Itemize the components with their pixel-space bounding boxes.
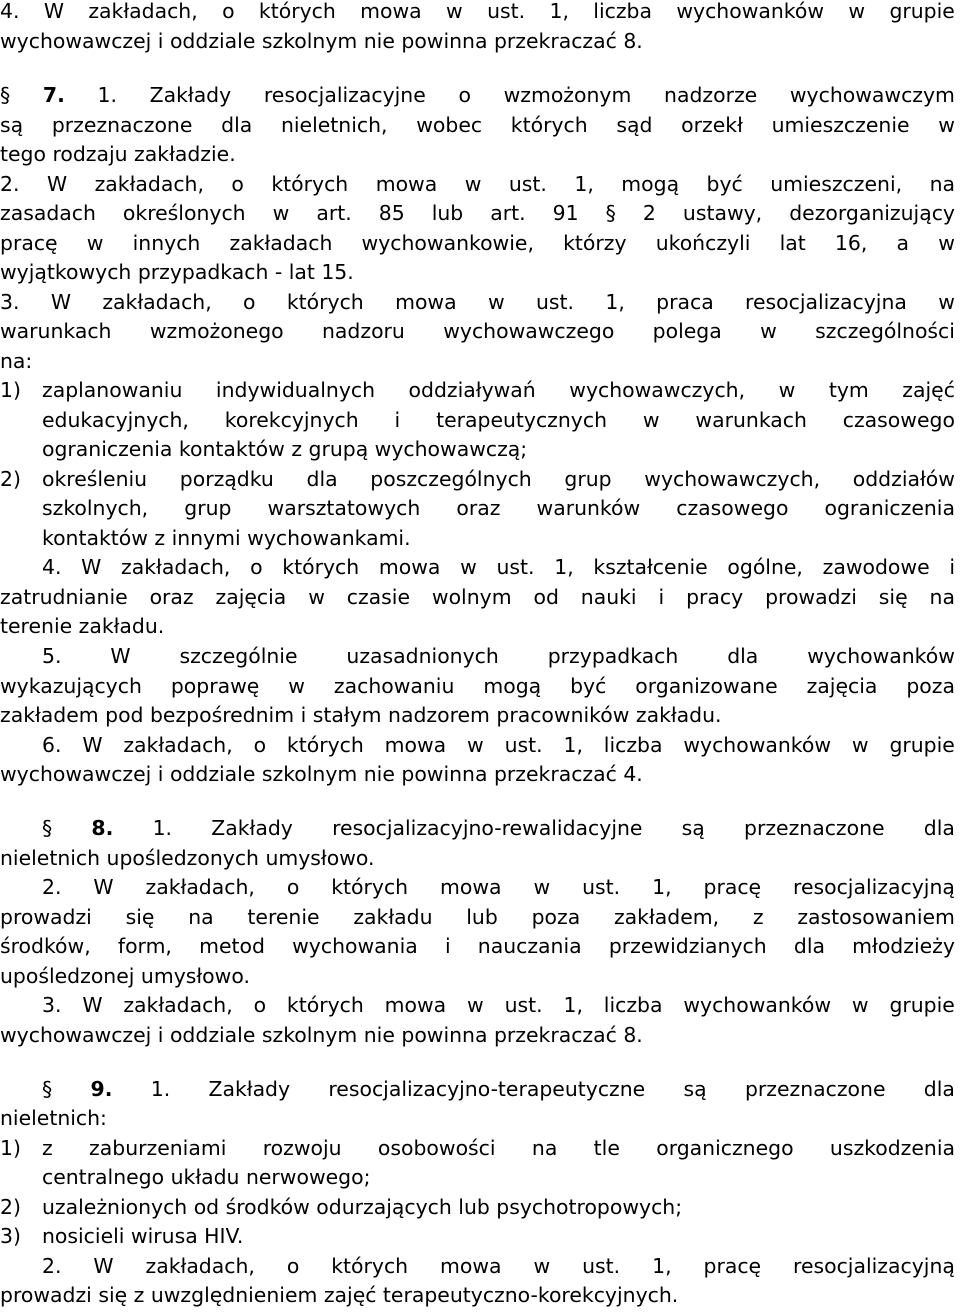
- word: przeznaczone: [51, 113, 193, 137]
- word: czasie: [346, 585, 411, 609]
- list-item-line: [42, 376, 955, 406]
- word: 85: [378, 201, 405, 225]
- word: o: [253, 733, 267, 757]
- word: metod: [199, 934, 265, 958]
- word: mowa: [440, 1254, 502, 1278]
- word: zawodowe: [822, 555, 930, 579]
- word: z: [752, 905, 764, 929]
- section-7-heading-line: [0, 81, 955, 111]
- word: których: [510, 113, 588, 137]
- word: określonych: [122, 201, 246, 225]
- word: dla: [923, 1077, 955, 1101]
- paragraph-line: [0, 932, 955, 962]
- word: W: [93, 875, 114, 899]
- word: osobowości: [377, 1136, 496, 1160]
- word: 1,: [652, 875, 672, 899]
- word: zasadach: [0, 201, 96, 225]
- paragraph-line: upośledzonej umysłowo.: [0, 964, 250, 988]
- word: w: [86, 231, 104, 255]
- word: warsztatowych: [267, 496, 421, 520]
- paragraph-line: zakładem pod bezpośrednim i stałym nadzorem pracowników zakładu.: [0, 703, 722, 727]
- paragraph-line: [0, 199, 955, 229]
- word: polega: [652, 319, 722, 343]
- word: resocjalizacyjną: [793, 875, 955, 899]
- word: których: [258, 0, 336, 23]
- word: umieszczenie: [771, 113, 910, 137]
- word: zakładach,: [123, 733, 233, 757]
- word: poszczególnych: [370, 467, 532, 491]
- paragraph-line: wychowawczej i oddziale szkolnym nie powinna przekraczać 8.: [0, 1023, 643, 1047]
- word: resocjalizacyjną: [793, 1254, 955, 1278]
- word: 16,: [834, 231, 868, 255]
- section-marker: §: [42, 1077, 53, 1101]
- word: zajęcia: [215, 585, 287, 609]
- word: w: [533, 1254, 551, 1278]
- word: się: [125, 905, 155, 929]
- word: zakładem,: [613, 905, 720, 929]
- word: umieszczeni,: [770, 172, 903, 196]
- section-marker: §: [42, 816, 53, 840]
- word: uszkodzenia: [829, 1136, 955, 1160]
- word: zakładach,: [123, 993, 233, 1017]
- list-item-label: 1): [0, 378, 21, 402]
- word: na: [929, 172, 955, 196]
- word: ust.: [487, 0, 526, 23]
- word: przeznaczone: [744, 1077, 886, 1101]
- word: dla: [727, 644, 759, 668]
- list-item-line: uzależnionych od środków odurzających lub psychotropowych;: [42, 1195, 683, 1219]
- word: W: [82, 733, 103, 757]
- list-item-line: [42, 494, 955, 524]
- list-item-label: 1): [0, 1136, 21, 1160]
- word: innych: [132, 231, 201, 255]
- word: być: [706, 172, 743, 196]
- paragraph-line: [0, 672, 955, 702]
- word: mowa: [440, 875, 502, 899]
- word: w: [533, 875, 551, 899]
- word: edukacyjnych,: [42, 408, 189, 432]
- paragraph-line: [0, 0, 955, 27]
- word: czasowego: [842, 408, 955, 432]
- word: 1,: [652, 1254, 672, 1278]
- word: w: [938, 113, 955, 137]
- word: od: [533, 585, 559, 609]
- word: których: [331, 875, 409, 899]
- word: ograniczenia: [824, 496, 955, 520]
- list-item-line: nosicieli wirusa HIV.: [42, 1224, 244, 1248]
- word: ogólne,: [727, 555, 803, 579]
- word: oraz: [456, 496, 501, 520]
- word: w: [760, 319, 777, 343]
- word: w: [848, 0, 866, 23]
- word: w: [308, 585, 325, 609]
- word: organicznego: [656, 1136, 794, 1160]
- word: w: [642, 408, 660, 432]
- word: w: [851, 993, 869, 1017]
- word: których: [282, 555, 360, 579]
- word: być: [570, 674, 607, 698]
- word: resocjalizacyjno-terapeutyczne: [328, 1077, 646, 1101]
- word: sąd: [616, 113, 653, 137]
- paragraph-line: [0, 903, 955, 933]
- word: ust.: [496, 555, 535, 579]
- word: 1,: [574, 172, 594, 196]
- word: wychowanków: [683, 733, 832, 757]
- list-item-line: ograniczenia kontaktów z grupą wychowawczą;: [42, 437, 528, 461]
- word: wychowanków: [807, 644, 955, 668]
- word: są: [0, 113, 24, 137]
- word: kształcenie: [593, 555, 708, 579]
- paragraph-line: [42, 553, 955, 583]
- word: o: [253, 993, 267, 1017]
- word: w: [467, 993, 484, 1017]
- word: poza: [531, 905, 581, 929]
- word: czasowego: [676, 496, 789, 520]
- word: mogą: [483, 674, 542, 698]
- word: W: [81, 555, 102, 579]
- word: grupie: [889, 0, 955, 23]
- word: 3.: [0, 290, 20, 314]
- section-9-heading-line: [42, 1075, 955, 1105]
- word: dla: [923, 816, 955, 840]
- word: 1,: [563, 733, 583, 757]
- word: są: [681, 816, 705, 840]
- word: mowa: [375, 172, 438, 196]
- word: 5.: [42, 644, 62, 668]
- word: zakładach,: [94, 172, 204, 196]
- section-8-heading-line: [42, 814, 955, 844]
- word: oddziaływań: [408, 378, 536, 402]
- word: resocjalizacyjno-rewalidacyjne: [332, 816, 643, 840]
- word: w: [938, 290, 955, 314]
- word: 2.: [42, 875, 62, 899]
- word: wychowawczego: [443, 319, 615, 343]
- word: wzmożonym: [503, 83, 632, 107]
- paragraph-line: nieletnich upośledzonych umysłowo.: [0, 846, 375, 870]
- section-marker: §: [0, 83, 11, 107]
- word: ukończyli: [655, 231, 751, 255]
- word: terapeutycznych: [436, 408, 608, 432]
- word: grupie: [889, 993, 955, 1017]
- word: lub: [466, 905, 498, 929]
- word: zakładach: [229, 231, 333, 255]
- paragraph-line: [42, 991, 955, 1021]
- word: W: [93, 1254, 114, 1278]
- word: organizowane: [635, 674, 778, 698]
- paragraph-line: nieletnich:: [0, 1106, 107, 1130]
- word: ustawy,: [682, 201, 763, 225]
- word: 1.: [97, 83, 117, 107]
- word: zakładach,: [102, 290, 212, 314]
- word: 2: [642, 201, 656, 225]
- word: W: [46, 172, 68, 196]
- word: 1.: [150, 1077, 171, 1101]
- word: nadzorze: [664, 83, 758, 107]
- paragraph-line: [0, 583, 955, 613]
- word: 6.: [42, 733, 62, 757]
- word: orzekł: [681, 113, 743, 137]
- word: a: [896, 231, 910, 255]
- word: na: [188, 905, 214, 929]
- word: wobec: [416, 113, 483, 137]
- list-item-line: kontaktów z innymi wychowankami.: [42, 526, 411, 550]
- word: warunkach: [695, 408, 807, 432]
- word: zatrudnianie: [0, 585, 128, 609]
- list-item-label: 2): [0, 1195, 21, 1219]
- word: przypadkach: [547, 644, 679, 668]
- word: pracę: [703, 875, 762, 899]
- word: dla: [221, 113, 253, 137]
- word: lub: [431, 201, 464, 225]
- section-marker: 8.: [91, 816, 114, 840]
- word: wychowawczych,: [569, 378, 746, 402]
- word: zakładach,: [121, 555, 231, 579]
- word: wychowawczych,: [644, 467, 821, 491]
- word: Zakłady: [211, 816, 293, 840]
- section-marker: 7.: [42, 83, 65, 107]
- word: tym: [828, 378, 869, 402]
- word: rozwoju: [262, 1136, 342, 1160]
- word: 2.: [0, 172, 20, 196]
- word: których: [271, 172, 349, 196]
- word: zakładach,: [88, 0, 198, 23]
- word: prowadzi: [0, 905, 92, 929]
- word: ust.: [535, 290, 574, 314]
- word: wychowania: [292, 934, 418, 958]
- word: warunkach: [0, 319, 112, 343]
- paragraph-line: na:: [0, 349, 33, 373]
- word: o: [231, 172, 244, 196]
- word: wychowanków: [676, 0, 825, 23]
- word: zachowaniu: [333, 674, 455, 698]
- word: w: [851, 733, 869, 757]
- word: nauczania: [477, 934, 582, 958]
- word: 2.: [42, 1254, 62, 1278]
- word: nauki: [580, 585, 637, 609]
- word: mowa: [384, 993, 447, 1017]
- word: których: [286, 993, 364, 1017]
- word: korekcyjnych: [224, 408, 359, 432]
- word: o: [243, 290, 256, 314]
- word: 1,: [605, 290, 625, 314]
- section-sign: §: [605, 201, 616, 225]
- word: pracę: [703, 1254, 762, 1278]
- word: zaburzeniami: [89, 1136, 227, 1160]
- word: pracy: [686, 585, 744, 609]
- word: przewidzianych: [608, 934, 767, 958]
- word: poprawę: [170, 674, 260, 698]
- word: lat: [779, 231, 806, 255]
- word: o: [222, 0, 235, 23]
- word: wychowanków: [683, 993, 832, 1017]
- paragraph-line: [0, 288, 955, 318]
- word: w: [272, 201, 290, 225]
- word: ust.: [508, 172, 547, 196]
- word: i: [949, 555, 955, 579]
- word: w: [938, 231, 955, 255]
- list-item-line: [42, 465, 955, 495]
- word: W: [82, 993, 103, 1017]
- word: o: [286, 1254, 300, 1278]
- word: których: [286, 290, 364, 314]
- word: o: [286, 875, 300, 899]
- paragraph-line: [0, 170, 955, 200]
- word: w: [464, 172, 482, 196]
- word: i: [394, 408, 401, 432]
- word: młodzieży: [852, 934, 955, 958]
- word: art.: [490, 201, 526, 225]
- word: 91: [552, 201, 579, 225]
- word: przeznaczone: [744, 816, 885, 840]
- word: poza: [906, 674, 955, 698]
- word: indywidualnych: [215, 378, 376, 402]
- word: wolnym: [431, 585, 512, 609]
- word: porządku: [179, 467, 274, 491]
- word: dla: [306, 467, 338, 491]
- word: W: [43, 0, 64, 23]
- word: W: [50, 290, 71, 314]
- word: się: [878, 585, 908, 609]
- word: ust.: [504, 993, 543, 1017]
- word: W: [110, 644, 131, 668]
- word: 1,: [563, 993, 583, 1017]
- word: zastosowaniem: [797, 905, 955, 929]
- paragraph-line: [42, 731, 955, 761]
- word: 4.: [0, 0, 20, 23]
- word: zakładu: [353, 905, 433, 929]
- paragraph-line: [42, 642, 955, 672]
- word: pracę: [0, 231, 58, 255]
- paragraph-line: [42, 1252, 955, 1282]
- word: w: [467, 733, 484, 757]
- word: nadzoru: [322, 319, 405, 343]
- paragraph-line: prowadzi się z uwzględnieniem zajęć terapeutyczno-korekcyjnych.: [0, 1283, 679, 1307]
- word: terenie: [247, 905, 320, 929]
- word: zaplanowaniu: [42, 378, 183, 402]
- word: mowa: [395, 290, 457, 314]
- word: ust.: [582, 1254, 621, 1278]
- word: mogą: [621, 172, 680, 196]
- word: dezorganizujący: [789, 201, 955, 225]
- word: o: [458, 83, 471, 107]
- word: resocjalizacyjne: [263, 83, 426, 107]
- paragraph-line: wychowawczej i oddziale szkolnym nie powinna przekraczać 8.: [0, 29, 643, 53]
- word: na: [929, 585, 955, 609]
- word: liczba: [603, 993, 663, 1017]
- word: grup: [184, 496, 232, 520]
- word: grup: [564, 467, 612, 491]
- word: grupie: [889, 733, 955, 757]
- word: art.: [316, 201, 352, 225]
- list-item-line: [42, 406, 955, 436]
- word: liczba: [603, 733, 663, 757]
- word: w: [288, 674, 305, 698]
- word: resocjalizacyjna: [745, 290, 907, 314]
- paragraph-line: [42, 873, 955, 903]
- word: liczba: [593, 0, 652, 23]
- word: mowa: [384, 733, 447, 757]
- paragraph-line: [0, 317, 955, 347]
- word: na: [531, 1136, 558, 1160]
- word: którzy: [563, 231, 627, 255]
- word: których: [331, 1254, 409, 1278]
- word: w: [460, 555, 477, 579]
- word: 1.: [152, 816, 173, 840]
- list-item-label: 2): [0, 467, 21, 491]
- paragraph-line: tego rodzaju zakładzie.: [0, 142, 236, 166]
- list-item-line: centralnego układu nerwowego;: [42, 1165, 371, 1189]
- word: praca: [656, 290, 714, 314]
- word: wychowankowie,: [361, 231, 534, 255]
- word: uzasadnionych: [346, 644, 499, 668]
- word: zakładach,: [145, 1254, 255, 1278]
- word: warunków: [536, 496, 641, 520]
- word: wykazujących: [0, 674, 142, 698]
- word: Zakłady: [149, 83, 232, 107]
- paragraph-line: wychowawczej i oddziale szkolnym nie powinna przekraczać 4.: [0, 762, 643, 786]
- word: szczególnie: [179, 644, 298, 668]
- word: 3.: [42, 993, 62, 1017]
- list-item-line: [42, 1134, 955, 1164]
- word: zakładach,: [145, 875, 255, 899]
- word: prowadzi: [765, 585, 857, 609]
- word: form,: [117, 934, 172, 958]
- word: zajęć: [902, 378, 955, 402]
- word: szkolnych,: [42, 496, 149, 520]
- paragraph-line: [0, 111, 955, 141]
- word: są: [683, 1077, 707, 1101]
- word: wychowawczym: [789, 83, 955, 107]
- word: i: [444, 934, 451, 958]
- word: tle: [593, 1136, 620, 1160]
- word: zajęcia: [806, 674, 878, 698]
- word: środków,: [0, 934, 91, 958]
- section-marker: 9.: [90, 1077, 113, 1101]
- paragraph-line: [0, 229, 955, 259]
- word: o: [250, 555, 263, 579]
- word: z: [42, 1136, 53, 1160]
- paragraph-line: terenie zakładu.: [0, 614, 165, 638]
- word: określeniu: [42, 467, 148, 491]
- word: i: [658, 585, 665, 609]
- word: dla: [793, 934, 825, 958]
- word: oddziałów: [852, 467, 955, 491]
- list-item-label: 3): [0, 1224, 21, 1248]
- word: szczególności: [815, 319, 955, 343]
- word: wzmożonego: [149, 319, 284, 343]
- word: ust.: [504, 733, 543, 757]
- word: mowa: [360, 0, 422, 23]
- word: w: [446, 0, 463, 23]
- word: Zakłady: [208, 1077, 291, 1101]
- word: których: [286, 733, 364, 757]
- word: 1,: [549, 0, 569, 23]
- word: oraz: [149, 585, 194, 609]
- word: mowa: [378, 555, 441, 579]
- word: w: [487, 290, 505, 314]
- word: nieletnich,: [280, 113, 388, 137]
- word: 1,: [554, 555, 574, 579]
- word: w: [778, 378, 796, 402]
- word: ust.: [582, 875, 621, 899]
- word: 4.: [42, 555, 62, 579]
- paragraph-line: wyjątkowych przypadkach - lat 15.: [0, 260, 354, 284]
